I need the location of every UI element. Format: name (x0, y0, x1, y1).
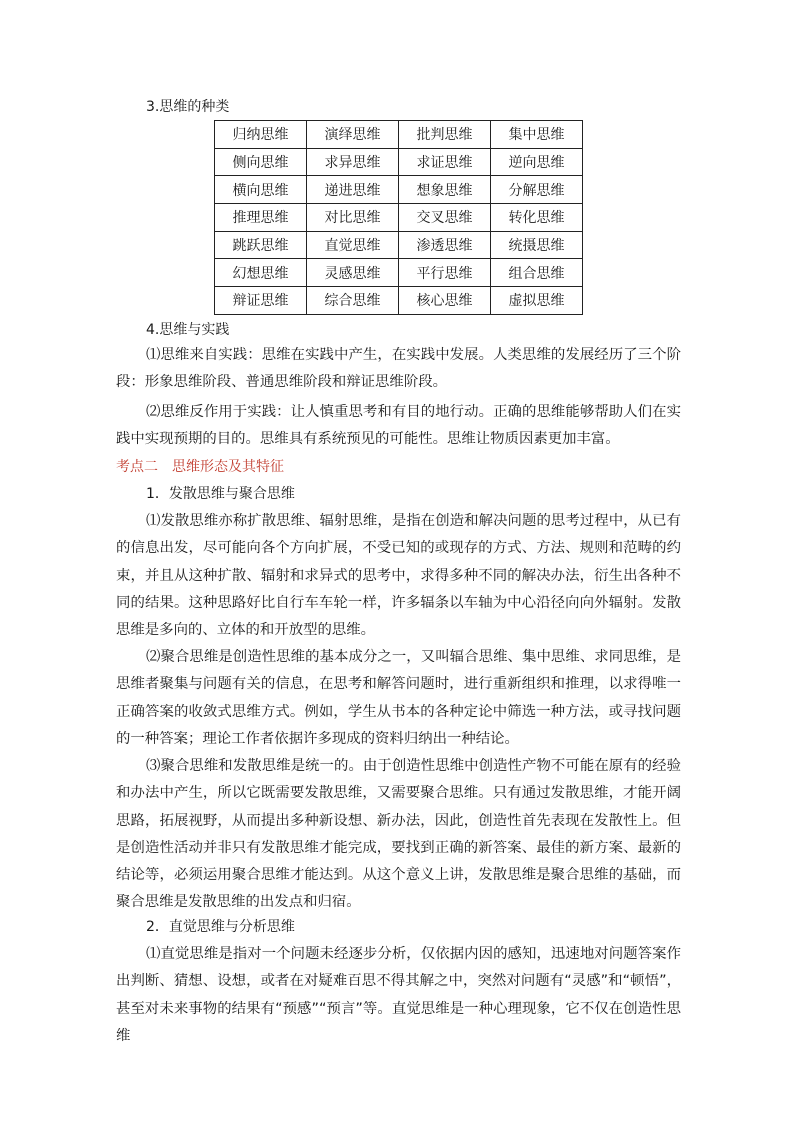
table-row (215, 259, 583, 287)
kaodian-title: 思维形态及其特征 (172, 459, 284, 475)
table-cell: 演绎思维 (307, 121, 399, 149)
table-cell: 递进思维 (307, 176, 399, 204)
table-cell: 批判思维 (399, 121, 491, 149)
table-row (215, 176, 583, 204)
paragraph: ⑵思维反作用于实践：让人慎重思考和有目的地行动。正确的思维能够帮助人们在实践中实现预期的目的。思维具有系统预见的可能性。思维让物质因素更加丰富。 (116, 404, 681, 448)
subsection-heading: 1．发散思维与聚合思维 (146, 486, 295, 502)
table-cell: 求证思维 (399, 148, 491, 176)
table-row (215, 204, 583, 232)
section-heading-practice: 4.思维与实践 (146, 322, 230, 338)
paragraph: ⑴直觉思维是指对一个问题未经逐步分析，仅依据内因的感知，迅速地对问题答案作出判断、猜想、设想，或者在对疑难百思不得其解之中，突然对问题有“灵感”和“顿悟”，甚至对未来事物的结果有“预感”“预言”等。直觉思维是一种心理现象，它不仅在创造性思维 (116, 946, 681, 1044)
section-heading-kinds: 3.思维的种类 (146, 99, 230, 115)
kaodian-label: 考点二 (116, 459, 158, 475)
paragraph: ⑴发散思维亦称扩散思维、辐射思维，是指在创造和解决问题的思考过程中，从已有的信息出发，尽可能向各个方向扩展，不受已知的或现存的方式、方法、规则和范畴的约束，并且从这种扩散、辐射和求异式的思考中，求得多种不同的解决办法，衍生出各种不同的结果。这种思路好比自行车车轮一样，许多辐条以车轴为中心沿径向向外辐射。发散思维是多向的、立体的和开放型的思维。 (116, 513, 681, 639)
table-cell: 推理思维 (215, 204, 307, 232)
table-cell: 交叉思维 (399, 204, 491, 232)
table-cell: 想象思维 (399, 176, 491, 204)
table-cell: 灵感思维 (307, 259, 399, 287)
table-cell: 对比思维 (307, 204, 399, 232)
table-cell: 统摄思维 (491, 231, 583, 259)
table-row (215, 287, 583, 315)
table-row (215, 148, 583, 176)
subsection-heading: 2．直觉思维与分析思维 (146, 919, 295, 935)
table-cell: 转化思维 (491, 204, 583, 232)
table-cell: 侧向思维 (215, 148, 307, 176)
paragraph: ⑴思维来自实践：思维在实践中产生，在实践中发展。人类思维的发展经历了三个阶段：形象思维阶段、普通思维阶段和辩证思维阶段。 (116, 347, 681, 391)
table-cell: 集中思维 (491, 121, 583, 149)
kaodian-heading (116, 457, 284, 477)
table-cell: 组合思维 (491, 259, 583, 287)
table-row (215, 231, 583, 259)
table-cell: 幻想思维 (215, 259, 307, 287)
paragraph: ⑶聚合思维和发散思维是统一的。由于创造性思维中创造性产物不可能在原有的经验和办法中产生，所以它既需要发散思维，又需要聚合思维。只有通过发散思维，才能开阔思路，拓展视野，从而提出多种新设想、新办法，因此，创造性首先表现在发散性上。但是创造性活动并非只有发散思维才能完成，要找到正确的新答案、最佳的新方案、最新的结论等，必须运用聚合思维才能达到。从这个意义上讲，发散思维是聚合思维的基础，而聚合思维是发散思维的出发点和归宿。 (116, 758, 681, 911)
table-cell: 平行思维 (399, 259, 491, 287)
table-cell: 逆向思维 (491, 148, 583, 176)
table-cell: 求异思维 (307, 148, 399, 176)
table-cell: 归纳思维 (215, 121, 307, 149)
table-cell: 虚拟思维 (491, 287, 583, 315)
thinking-kinds-table (214, 120, 583, 315)
table-cell: 辩证思维 (215, 287, 307, 315)
table-cell: 分解思维 (491, 176, 583, 204)
paragraph: ⑵聚合思维是创造性思维的基本成分之一，又叫辐合思维、集中思维、求同思维，是思维者聚集与问题有关的信息，在思考和解答问题时，进行重新组织和推理，以求得唯一正确答案的收敛式思维方式。例如，学生从书本的各种定论中筛选一种方法，或寻找问题的一种答案；理论工作者依据许多现成的资料归纳出一种结论。 (116, 649, 681, 747)
table-cell: 跳跃思维 (215, 231, 307, 259)
table-cell: 核心思维 (399, 287, 491, 315)
table-cell: 横向思维 (215, 176, 307, 204)
table-row (215, 121, 583, 149)
table-cell: 综合思维 (307, 287, 399, 315)
table-cell: 直觉思维 (307, 231, 399, 259)
table-cell: 渗透思维 (399, 231, 491, 259)
